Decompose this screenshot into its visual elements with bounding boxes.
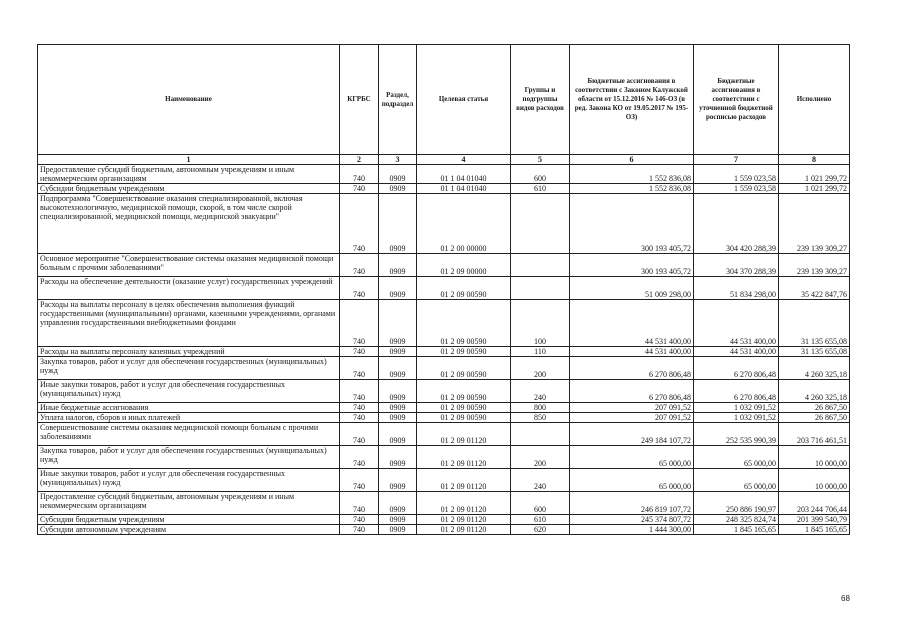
table-row: [38, 184, 850, 194]
row-group: [511, 277, 570, 300]
row-executed: 1 021 299,72: [779, 184, 850, 194]
row-roll-budget: 304 370 288,39: [694, 254, 779, 277]
row-article: 01 2 09 00590: [417, 413, 511, 423]
table-row: [38, 194, 850, 254]
row-group: 850: [511, 413, 570, 423]
row-article: 01 2 09 00590: [417, 403, 511, 413]
row-name: Предоставление субсидий бюджетным, автономным учреждениям и иным некоммерческим организациям: [38, 492, 340, 515]
row-name: Иные закупки товаров, работ и услуг для обеспечения государственных (муниципальных) нужд: [38, 380, 340, 403]
row-law-budget: 1 552 836,08: [570, 184, 694, 194]
row-executed: 203 716 461,51: [779, 423, 850, 446]
row-name: Расходы на выплаты персоналу в целях обеспечения выполнения функций государственными (муниципальными) органами, казенными учреждениями, органами управления государственными внебюджетными фондами: [38, 300, 340, 347]
row-group: 610: [511, 515, 570, 525]
row-name: Субсидии бюджетным учреждениям: [38, 515, 340, 525]
row-kgrbs: 740: [340, 165, 379, 184]
row-article: 01 2 09 01120: [417, 515, 511, 525]
header-razdel: Раздел, подраздел: [379, 45, 417, 155]
row-article: 01 1 04 01040: [417, 165, 511, 184]
col-number: 6: [570, 155, 694, 165]
row-kgrbs: 740: [340, 413, 379, 423]
row-executed: 31 135 655,08: [779, 347, 850, 357]
row-name: Иные закупки товаров, работ и услуг для обеспечения государственных (муниципальных) нужд: [38, 469, 340, 492]
row-article: 01 2 09 00590: [417, 277, 511, 300]
row-name: Субсидии автономным учреждениям: [38, 525, 340, 535]
row-razdel: 0909: [379, 184, 417, 194]
row-executed: 203 244 706,44: [779, 492, 850, 515]
row-article: 01 2 00 00000: [417, 194, 511, 254]
column-number-row: [38, 155, 850, 165]
row-roll-budget: 1 559 023,58: [694, 184, 779, 194]
row-group: 100: [511, 300, 570, 347]
row-name: Расходы на обеспечение деятельности (оказание услуг) государственных учреждений: [38, 277, 340, 300]
row-group: [511, 254, 570, 277]
row-law-budget: 1 552 836,08: [570, 165, 694, 184]
row-name: Субсидии бюджетным учреждениям: [38, 184, 340, 194]
row-razdel: 0909: [379, 254, 417, 277]
row-name: Расходы на выплаты персоналу казенных учреждений: [38, 347, 340, 357]
row-roll-budget: 1 845 165,65: [694, 525, 779, 535]
row-group: 610: [511, 184, 570, 194]
row-article: 01 2 09 00590: [417, 357, 511, 380]
row-roll-budget: 252 535 990,39: [694, 423, 779, 446]
table-row: [38, 357, 850, 380]
row-article: 01 2 09 01120: [417, 525, 511, 535]
row-law-budget: 51 009 298,00: [570, 277, 694, 300]
row-name: Подпрограмма "Совершенствование оказания специализированной, включая высокотехнологичную, медицинской помощи, скорой, в том числе скорой специализированной, медицинской помощи, медицинской эвакуации": [38, 194, 340, 254]
row-kgrbs: 740: [340, 357, 379, 380]
col-number: 3: [379, 155, 417, 165]
table-row: [38, 347, 850, 357]
row-kgrbs: 740: [340, 380, 379, 403]
row-group: 110: [511, 347, 570, 357]
page-number: 68: [841, 594, 850, 603]
table-row: [38, 423, 850, 446]
row-razdel: 0909: [379, 525, 417, 535]
header-executed: Исполнено: [779, 45, 850, 155]
budget-table: [37, 44, 850, 535]
row-executed: 239 139 309,27: [779, 194, 850, 254]
row-kgrbs: 740: [340, 184, 379, 194]
row-razdel: 0909: [379, 300, 417, 347]
row-law-budget: 1 444 300,00: [570, 525, 694, 535]
row-kgrbs: 740: [340, 446, 379, 469]
row-roll-budget: 6 270 806,48: [694, 357, 779, 380]
row-article: 01 2 09 01120: [417, 446, 511, 469]
row-article: 01 2 09 01120: [417, 492, 511, 515]
row-executed: 10 000,00: [779, 469, 850, 492]
row-group: 620: [511, 525, 570, 535]
row-razdel: 0909: [379, 469, 417, 492]
row-article: 01 2 09 00590: [417, 380, 511, 403]
row-article: 01 2 09 01120: [417, 423, 511, 446]
col-number: 2: [340, 155, 379, 165]
row-article: 01 2 09 00590: [417, 300, 511, 347]
row-law-budget: 249 184 107,72: [570, 423, 694, 446]
row-article: 01 2 09 00590: [417, 347, 511, 357]
row-roll-budget: 65 000,00: [694, 446, 779, 469]
header-roll-budget: Бюджетные ассигнования в соответствии с уточненной бюджетной росписью расходов: [694, 45, 779, 155]
row-group: 800: [511, 403, 570, 413]
row-law-budget: 207 091,52: [570, 403, 694, 413]
budget-table-sheet: [37, 44, 849, 535]
row-roll-budget: 1 559 023,58: [694, 165, 779, 184]
table-row: [38, 380, 850, 403]
col-number: 5: [511, 155, 570, 165]
row-executed: 35 422 847,76: [779, 277, 850, 300]
row-kgrbs: 740: [340, 300, 379, 347]
row-roll-budget: 65 000,00: [694, 469, 779, 492]
row-roll-budget: 6 270 806,48: [694, 380, 779, 403]
row-executed: 26 867,50: [779, 403, 850, 413]
row-kgrbs: 740: [340, 515, 379, 525]
row-executed: 31 135 655,08: [779, 300, 850, 347]
header-kgrbs: КГРБС: [340, 45, 379, 155]
row-law-budget: 246 819 107,72: [570, 492, 694, 515]
row-law-budget: 6 270 806,48: [570, 380, 694, 403]
table-row: [38, 403, 850, 413]
table-row: [38, 446, 850, 469]
row-article: 01 2 09 01120: [417, 469, 511, 492]
row-razdel: 0909: [379, 277, 417, 300]
row-kgrbs: 740: [340, 525, 379, 535]
table-row: [38, 277, 850, 300]
row-law-budget: 65 000,00: [570, 446, 694, 469]
row-article: 01 1 04 01040: [417, 184, 511, 194]
header-article: Целевая статья: [417, 45, 511, 155]
row-group: [511, 194, 570, 254]
row-razdel: 0909: [379, 423, 417, 446]
row-article: 01 2 09 00000: [417, 254, 511, 277]
row-name: Основное мероприятие "Совершенствование системы оказания медицинской помощи больным с прочими заболеваниями": [38, 254, 340, 277]
row-kgrbs: 740: [340, 403, 379, 413]
header-group: Группы и подгруппы видов расходов: [511, 45, 570, 155]
row-law-budget: 300 193 405,72: [570, 194, 694, 254]
row-group: 600: [511, 492, 570, 515]
row-kgrbs: 740: [340, 469, 379, 492]
col-number: 7: [694, 155, 779, 165]
row-group: 200: [511, 357, 570, 380]
table-row: [38, 300, 850, 347]
row-roll-budget: 44 531 400,00: [694, 300, 779, 347]
row-roll-budget: 51 834 298,00: [694, 277, 779, 300]
row-group: 240: [511, 380, 570, 403]
row-roll-budget: 44 531 400,00: [694, 347, 779, 357]
table-body: [38, 165, 850, 535]
table-row: [38, 492, 850, 515]
table-row: [38, 165, 850, 184]
row-name: Совершенствование системы оказания медицинской помощи больным с прочими заболеваниями: [38, 423, 340, 446]
row-law-budget: 6 270 806,48: [570, 357, 694, 380]
row-executed: 4 260 325,18: [779, 380, 850, 403]
row-razdel: 0909: [379, 515, 417, 525]
row-kgrbs: 740: [340, 254, 379, 277]
row-executed: 26 867,50: [779, 413, 850, 423]
row-razdel: 0909: [379, 357, 417, 380]
table-row: [38, 515, 850, 525]
header-law-budget: Бюджетные ассигнования в соответствии с Законом Калужской области от 15.12.2016 № 146-ОЗ (в ред. Закона КО от 19.05.2017 № 195-ОЗ): [570, 45, 694, 155]
row-name: Уплата налогов, сборов и иных платежей: [38, 413, 340, 423]
col-number: 4: [417, 155, 511, 165]
row-group: 600: [511, 165, 570, 184]
row-executed: 10 000,00: [779, 446, 850, 469]
row-kgrbs: 740: [340, 347, 379, 357]
table-row: [38, 525, 850, 535]
row-roll-budget: 248 325 824,74: [694, 515, 779, 525]
row-kgrbs: 740: [340, 194, 379, 254]
table-row: [38, 254, 850, 277]
row-razdel: 0909: [379, 165, 417, 184]
row-law-budget: 65 000,00: [570, 469, 694, 492]
col-number: 1: [38, 155, 340, 165]
row-law-budget: 44 531 400,00: [570, 347, 694, 357]
row-razdel: 0909: [379, 380, 417, 403]
header-row: [38, 45, 850, 155]
row-group: 200: [511, 446, 570, 469]
row-name: Закупка товаров, работ и услуг для обеспечения государственных (муниципальных) нужд: [38, 446, 340, 469]
row-kgrbs: 740: [340, 492, 379, 515]
row-roll-budget: 1 032 091,52: [694, 403, 779, 413]
table-row: [38, 413, 850, 423]
row-razdel: 0909: [379, 413, 417, 423]
row-kgrbs: 740: [340, 423, 379, 446]
table-row: [38, 469, 850, 492]
row-executed: 1 845 165,65: [779, 525, 850, 535]
row-razdel: 0909: [379, 194, 417, 254]
row-group: [511, 423, 570, 446]
row-razdel: 0909: [379, 403, 417, 413]
row-law-budget: 207 091,52: [570, 413, 694, 423]
row-executed: 1 021 299,72: [779, 165, 850, 184]
row-razdel: 0909: [379, 492, 417, 515]
row-kgrbs: 740: [340, 277, 379, 300]
row-name: Иные бюджетные ассигнования: [38, 403, 340, 413]
row-name: Предоставление субсидий бюджетным, автономным учреждениям и иным некоммерческим организациям: [38, 165, 340, 184]
col-number: 8: [779, 155, 850, 165]
row-group: 240: [511, 469, 570, 492]
row-razdel: 0909: [379, 446, 417, 469]
row-executed: 4 260 325,18: [779, 357, 850, 380]
row-law-budget: 245 374 807,72: [570, 515, 694, 525]
row-name: Закупка товаров, работ и услуг для обеспечения государственных (муниципальных) нужд: [38, 357, 340, 380]
row-razdel: 0909: [379, 347, 417, 357]
row-roll-budget: 1 032 091,52: [694, 413, 779, 423]
row-law-budget: 300 193 405,72: [570, 254, 694, 277]
row-roll-budget: 304 420 288,39: [694, 194, 779, 254]
header-name: Наименование: [38, 45, 340, 155]
row-executed: 239 139 309,27: [779, 254, 850, 277]
row-executed: 201 399 540,79: [779, 515, 850, 525]
row-roll-budget: 250 886 190,97: [694, 492, 779, 515]
row-law-budget: 44 531 400,00: [570, 300, 694, 347]
